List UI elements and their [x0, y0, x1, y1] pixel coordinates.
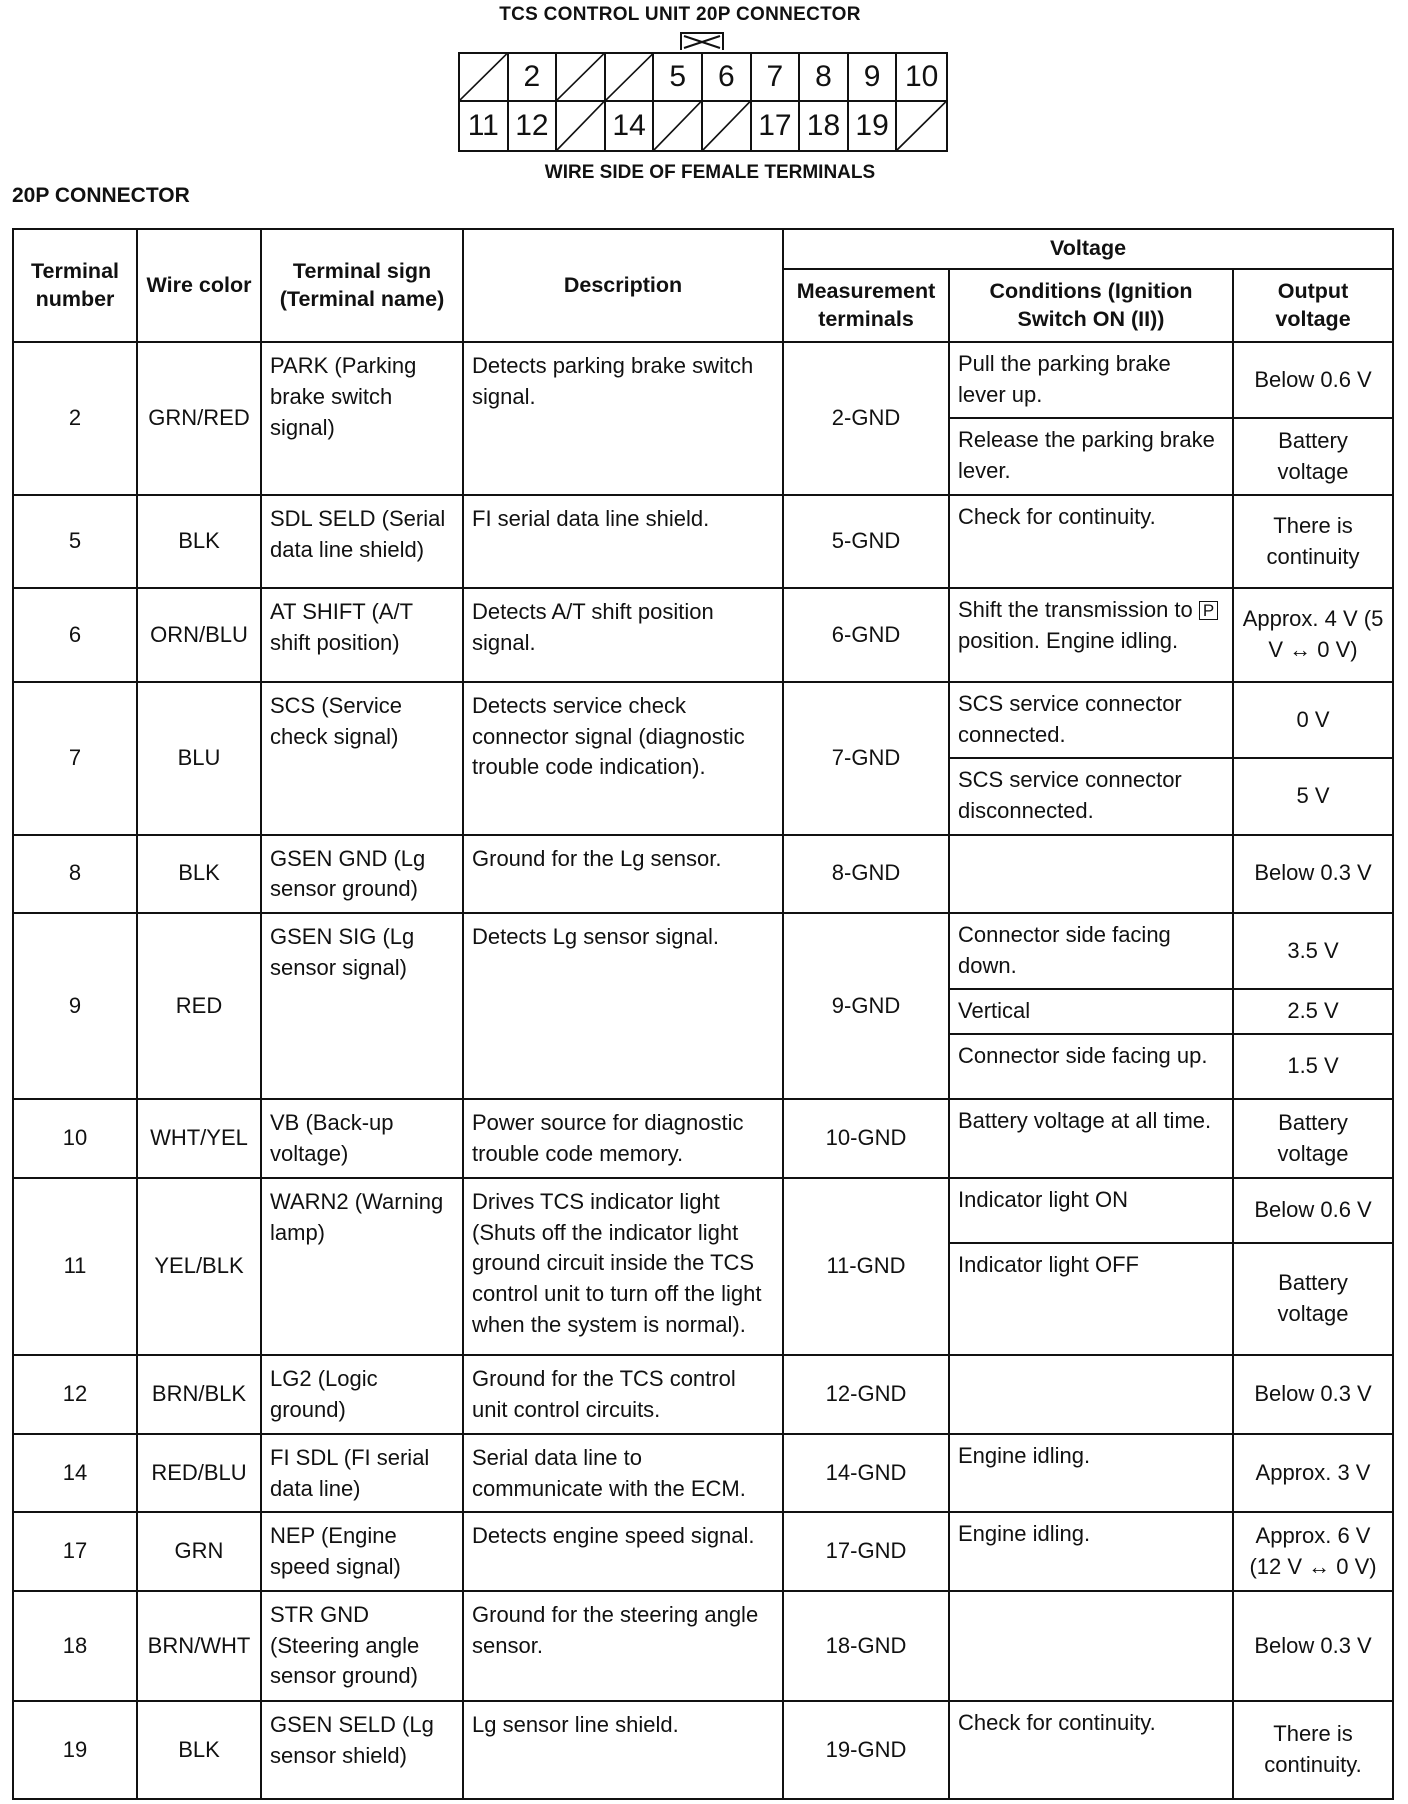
terminal-sign: WARN2 (Warning lamp) — [261, 1178, 463, 1356]
terminal-sign: SDL SELD (Serial data line shield) — [261, 495, 463, 588]
terminal-sign: NEP (Engine speed signal) — [261, 1512, 463, 1590]
output-voltage: There is continuity. — [1233, 1701, 1393, 1799]
wire-color: BLK — [137, 1701, 261, 1799]
description: Power source for diagnostic trouble code memory. — [463, 1099, 783, 1177]
measurement-terminals: 9-GND — [783, 913, 949, 1099]
lock-tab-cross-icon — [680, 32, 724, 50]
measurement-terminals: 8-GND — [783, 835, 949, 913]
output-voltage: There is continuity — [1233, 495, 1393, 588]
measurement-terminals: 10-GND — [783, 1099, 949, 1177]
header-terminal-number: Terminal number — [13, 229, 137, 342]
output-voltage: Approx. 3 V — [1233, 1434, 1393, 1512]
terminal-number: 12 — [13, 1355, 137, 1433]
terminal-sign: AT SHIFT (A/T shift position) — [261, 588, 463, 681]
empty-pin-slash-icon — [557, 54, 606, 102]
condition: Indicator light ON — [949, 1178, 1233, 1243]
connector-pin: 12 — [509, 102, 558, 150]
terminal-sign: FI SDL (FI serial data line) — [261, 1434, 463, 1512]
wire-color: RED/BLU — [137, 1434, 261, 1512]
table-row — [13, 1099, 1393, 1177]
description: Drives TCS indicator light (Shuts off the indicator light ground circuit inside the TCS control unit to turn off the light when the system is normal). — [463, 1178, 783, 1356]
empty-pin-slash-icon — [460, 54, 509, 102]
condition: Check for continuity. — [949, 1701, 1233, 1799]
condition — [949, 588, 1233, 681]
output-voltage: Below 0.6 V — [1233, 1178, 1393, 1243]
terminal-sign: PARK (Parking brake switch signal) — [261, 342, 463, 495]
description: Ground for the steering angle sensor. — [463, 1591, 783, 1701]
terminal-number: 9 — [13, 913, 137, 1099]
measurement-terminals: 17-GND — [783, 1512, 949, 1590]
output-voltage: Below 0.6 V — [1233, 342, 1393, 418]
section-title: 20P CONNECTOR — [12, 184, 190, 207]
gear-p-icon: P — [1199, 601, 1218, 620]
description: Ground for the Lg sensor. — [463, 835, 783, 913]
table-row — [13, 588, 1393, 681]
connector-pin: 9 — [849, 54, 898, 102]
table-row — [13, 1701, 1393, 1799]
header-description: Description — [463, 229, 783, 342]
condition: Engine idling. — [949, 1512, 1233, 1590]
output-voltage: 2.5 V — [1233, 989, 1393, 1033]
header-conditions: Conditions (Ignition Switch ON (II)) — [949, 269, 1233, 342]
condition — [949, 835, 1233, 913]
header-wire-color: Wire color — [137, 229, 261, 342]
condition: SCS service connector connected. — [949, 682, 1233, 758]
measurement-terminals: 12-GND — [783, 1355, 949, 1433]
connector-pin: 19 — [849, 102, 898, 150]
output-voltage: 5 V — [1233, 758, 1393, 834]
condition: Check for continuity. — [949, 495, 1233, 588]
output-voltage: 0 V — [1233, 682, 1393, 758]
condition: Battery voltage at all time. — [949, 1099, 1233, 1177]
output-voltage: Battery voltage — [1233, 1243, 1393, 1355]
description: Detects Lg sensor signal. — [463, 913, 783, 1099]
table-row — [13, 1512, 1393, 1590]
terminal-sign: SCS (Service check signal) — [261, 682, 463, 835]
wire-color: RED — [137, 913, 261, 1099]
connector-pin: 6 — [703, 54, 752, 102]
output-voltage: 1.5 V — [1233, 1034, 1393, 1099]
connector-pin: 11 — [460, 102, 509, 150]
condition: Release the parking brake lever. — [949, 418, 1233, 494]
empty-pin-slash-icon — [606, 54, 655, 102]
terminal-number: 18 — [13, 1591, 137, 1701]
measurement-terminals: 7-GND — [783, 682, 949, 835]
wire-color: GRN — [137, 1512, 261, 1590]
measurement-terminals: 5-GND — [783, 495, 949, 588]
terminal-number: 10 — [13, 1099, 137, 1177]
terminal-number: 2 — [13, 342, 137, 495]
connector-pin: 8 — [800, 54, 849, 102]
connector-pin: 18 — [800, 102, 849, 150]
condition-text: position. Engine idling. — [958, 628, 1179, 654]
wire-color: BLK — [137, 495, 261, 588]
connector-title: TCS CONTROL UNIT 20P CONNECTOR — [499, 4, 861, 25]
condition: Connector side facing down. — [949, 913, 1233, 989]
condition — [949, 1591, 1233, 1701]
condition: Engine idling. — [949, 1434, 1233, 1512]
output-voltage: Approx. 6 V (12 V ↔ 0 V) — [1233, 1512, 1393, 1590]
header-terminal-sign: Terminal sign (Terminal name) — [261, 229, 463, 342]
terminal-number: 19 — [13, 1701, 137, 1799]
condition: Connector side facing up. — [949, 1034, 1233, 1099]
output-voltage: 3.5 V — [1233, 913, 1393, 989]
output-voltage: Battery voltage — [1233, 418, 1393, 494]
connector-pin: 2 — [509, 54, 558, 102]
output-voltage: Approx. 4 V (5 V ↔ 0 V) — [1233, 588, 1393, 681]
terminal-sign: GSEN SELD (Lg sensor shield) — [261, 1701, 463, 1799]
table-row — [13, 1355, 1393, 1433]
condition — [949, 1355, 1233, 1433]
terminal-number: 11 — [13, 1178, 137, 1356]
measurement-terminals: 2-GND — [783, 342, 949, 495]
connector-diagram — [458, 52, 948, 152]
header-voltage: Voltage — [783, 229, 1393, 269]
wire-color: YEL/BLK — [137, 1178, 261, 1356]
connector-pin: 17 — [752, 102, 801, 150]
table-row — [13, 1178, 1393, 1243]
header-measurement-terminals: Measurement terminals — [783, 269, 949, 342]
measurement-terminals: 14-GND — [783, 1434, 949, 1512]
wire-color: ORN/BLU — [137, 588, 261, 681]
output-voltage: Below 0.3 V — [1233, 1591, 1393, 1701]
empty-pin-slash-icon — [897, 102, 946, 150]
condition: Indicator light OFF — [949, 1243, 1233, 1355]
measurement-terminals: 19-GND — [783, 1701, 949, 1799]
header-output-voltage: Output voltage — [1233, 269, 1393, 342]
output-voltage: Battery voltage — [1233, 1099, 1393, 1177]
table-row — [13, 1591, 1393, 1701]
wire-color: WHT/YEL — [137, 1099, 261, 1177]
connector-subtitle: WIRE SIDE OF FEMALE TERMINALS — [544, 162, 876, 183]
condition: SCS service connector disconnected. — [949, 758, 1233, 834]
wire-color: BRN/BLK — [137, 1355, 261, 1433]
output-voltage: Below 0.3 V — [1233, 1355, 1393, 1433]
condition: Vertical — [949, 989, 1233, 1033]
condition-text: Shift the transmission to — [958, 597, 1199, 623]
terminal-number: 17 — [13, 1512, 137, 1590]
connector-pin: 7 — [752, 54, 801, 102]
terminal-table — [12, 228, 1394, 1800]
terminal-sign: GSEN GND (Lg sensor ground) — [261, 835, 463, 913]
terminal-sign: GSEN SIG (Lg sensor signal) — [261, 913, 463, 1099]
description: FI serial data line shield. — [463, 495, 783, 588]
description: Detects A/T shift position signal. — [463, 588, 783, 681]
condition: Pull the parking brake lever up. — [949, 342, 1233, 418]
table-row — [13, 1434, 1393, 1512]
wire-color: GRN/RED — [137, 342, 261, 495]
description: Detects engine speed signal. — [463, 1512, 783, 1590]
terminal-number: 8 — [13, 835, 137, 913]
table-row — [13, 682, 1393, 758]
table-row — [13, 913, 1393, 989]
wire-color: BLK — [137, 835, 261, 913]
terminal-number: 6 — [13, 588, 137, 681]
output-voltage: Below 0.3 V — [1233, 835, 1393, 913]
connector-pin: 10 — [897, 54, 946, 102]
measurement-terminals: 18-GND — [783, 1591, 949, 1701]
description: Serial data line to communicate with the ECM. — [463, 1434, 783, 1512]
description: Ground for the TCS control unit control circuits. — [463, 1355, 783, 1433]
measurement-terminals: 11-GND — [783, 1178, 949, 1356]
table-row — [13, 495, 1393, 588]
description: Lg sensor line shield. — [463, 1701, 783, 1799]
measurement-terminals: 6-GND — [783, 588, 949, 681]
terminal-number: 5 — [13, 495, 137, 588]
table-row — [13, 835, 1393, 913]
table-row — [13, 342, 1393, 418]
terminal-sign: VB (Back-up voltage) — [261, 1099, 463, 1177]
terminal-number: 7 — [13, 682, 137, 835]
connector-pin: 5 — [654, 54, 703, 102]
description: Detects service check connector signal (diagnostic trouble code indication). — [463, 682, 783, 835]
terminal-sign: STR GND (Steering angle sensor ground) — [261, 1591, 463, 1701]
description: Detects parking brake switch signal. — [463, 342, 783, 495]
terminal-sign: LG2 (Logic ground) — [261, 1355, 463, 1433]
empty-pin-slash-icon — [654, 102, 703, 150]
empty-pin-slash-icon — [703, 102, 752, 150]
wire-color: BRN/WHT — [137, 1591, 261, 1701]
empty-pin-slash-icon — [557, 102, 606, 150]
wire-color: BLU — [137, 682, 261, 835]
connector-pin: 14 — [606, 102, 655, 150]
terminal-number: 14 — [13, 1434, 137, 1512]
